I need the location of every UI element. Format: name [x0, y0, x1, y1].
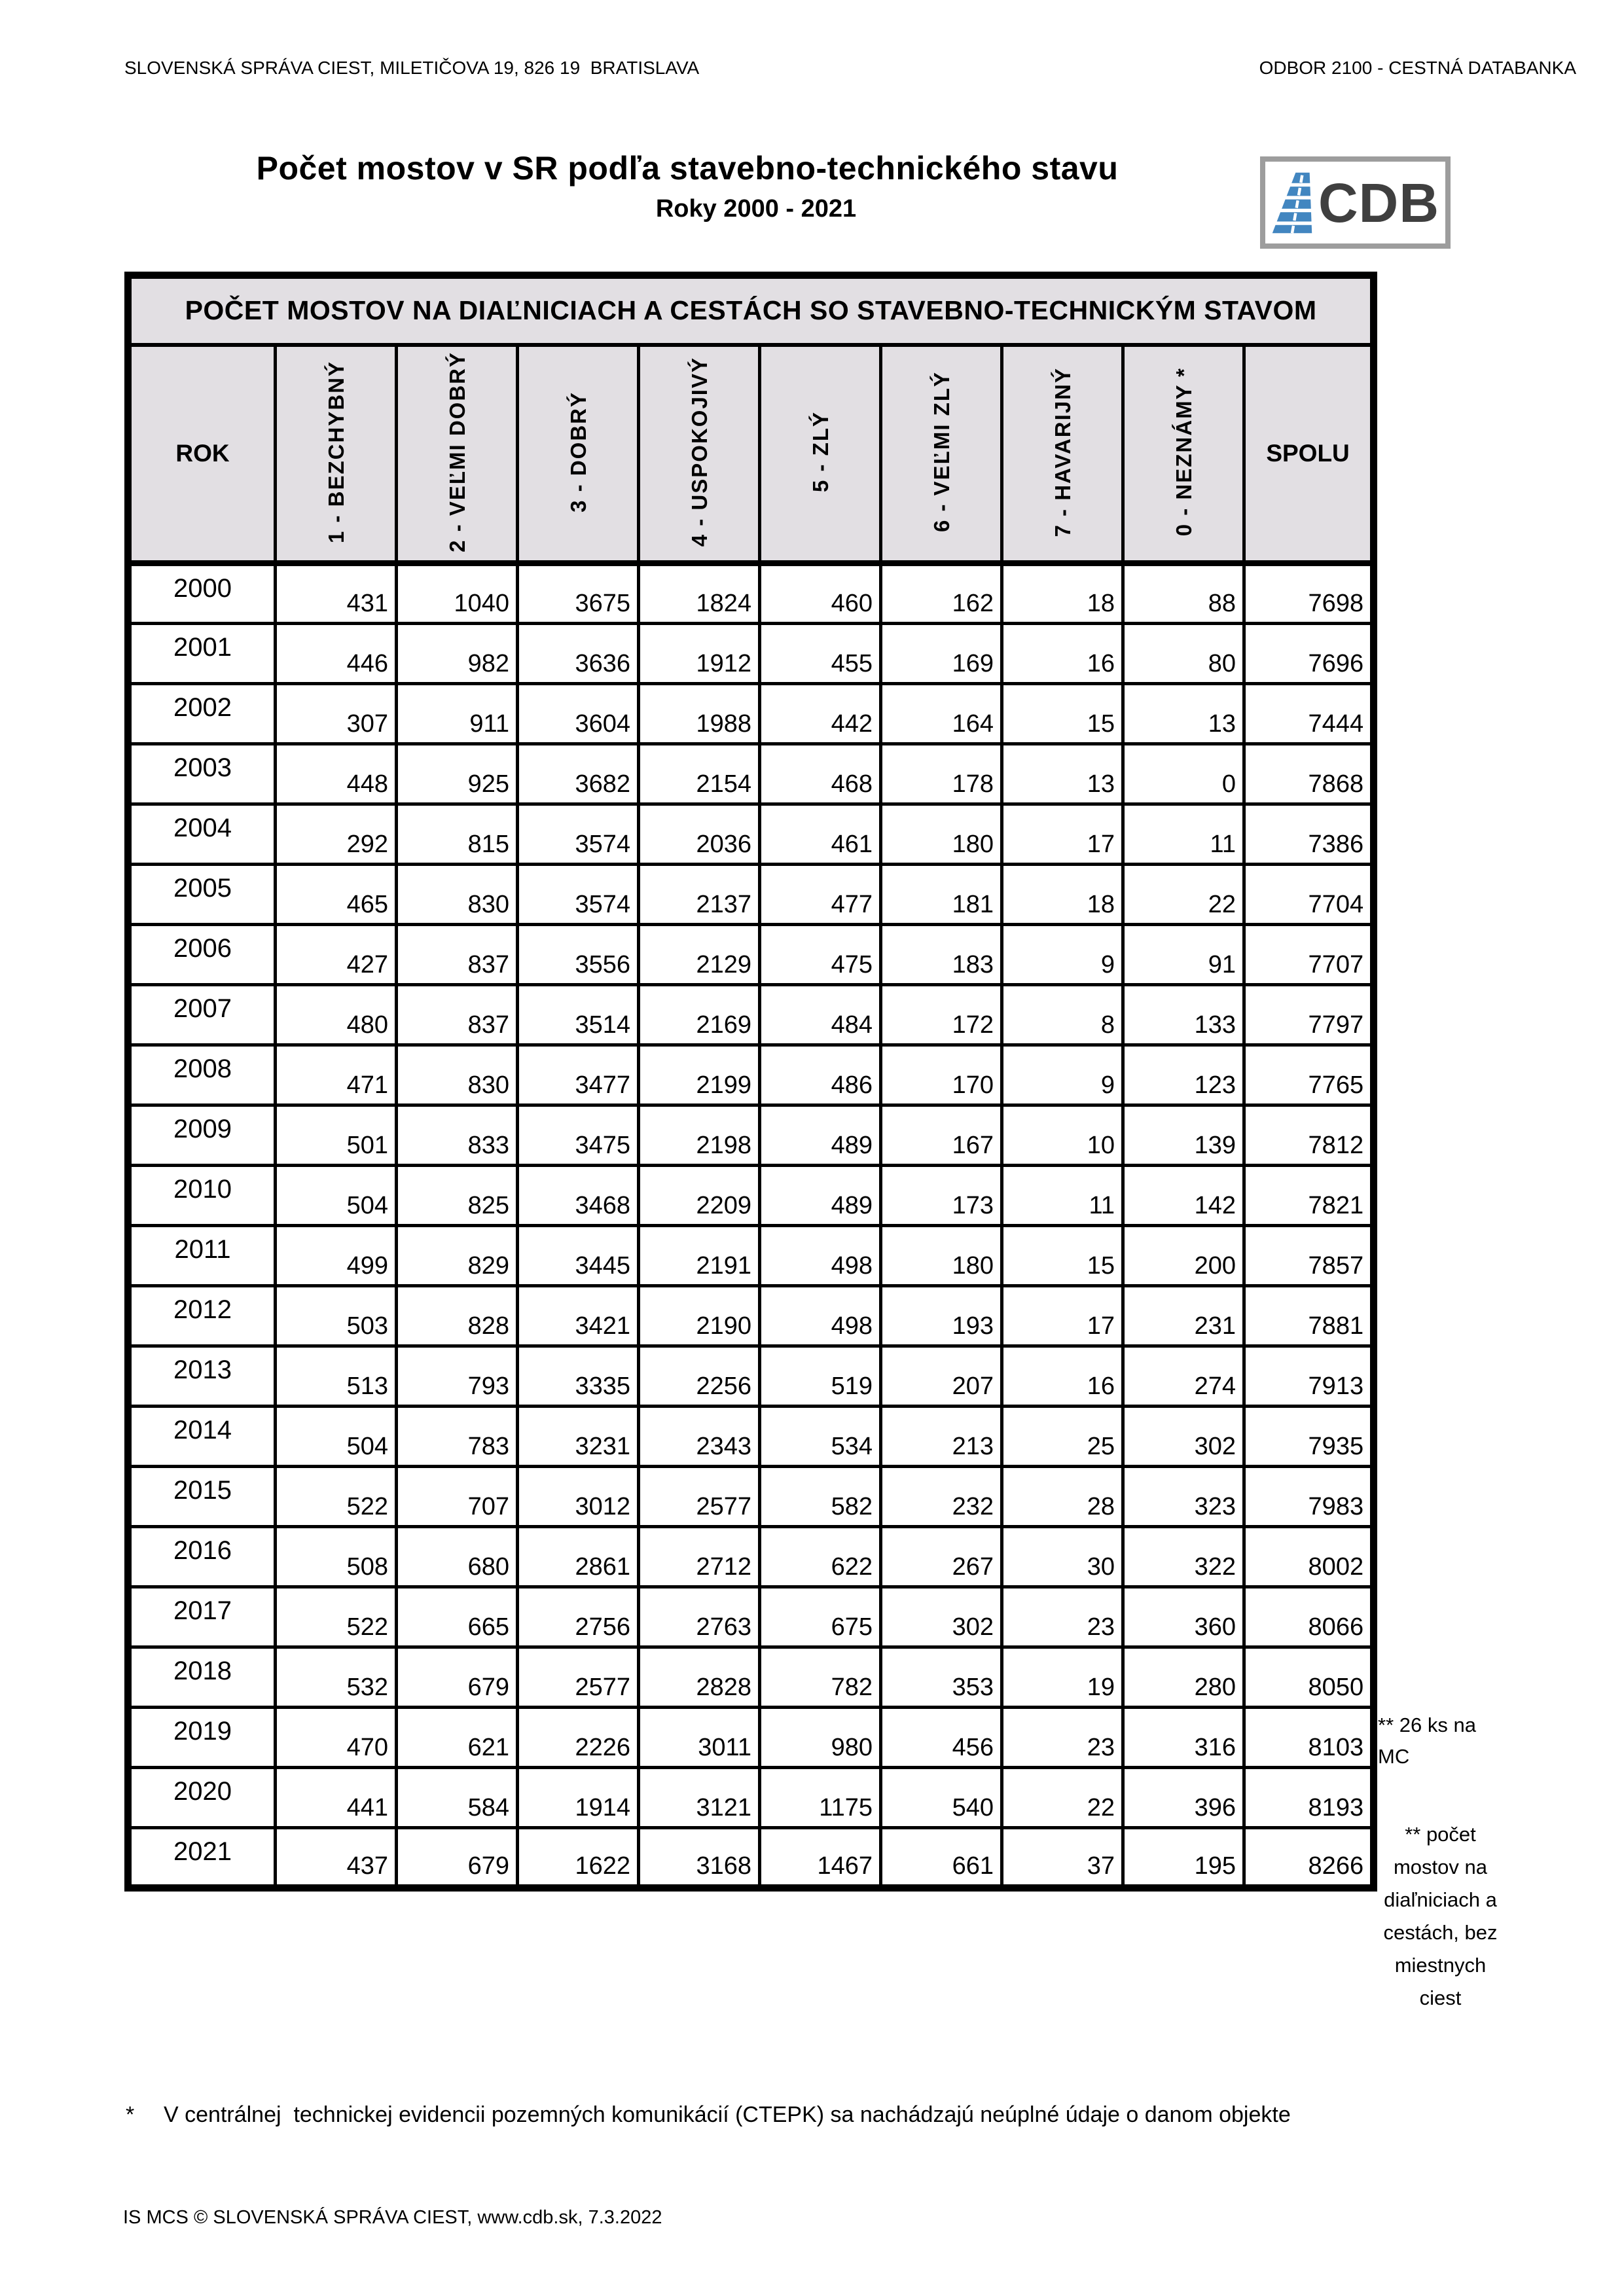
value-cell: 91 [1123, 925, 1244, 985]
value-cell: 2577 [639, 1467, 760, 1527]
value-cell: 982 [397, 624, 518, 684]
total-cell: 8266 [1244, 1828, 1374, 1888]
year-cell: 2017 [128, 1587, 276, 1647]
value-cell: 10 [1002, 1105, 1123, 1166]
value-cell: 455 [760, 624, 881, 684]
table-title: POČET MOSTOV NA DIAĽNICIACH A CESTÁCH SO STAVEBNO-TECHNICKÝM STAVOM [128, 276, 1374, 345]
year-cell: 2012 [128, 1286, 276, 1346]
value-cell: 828 [397, 1286, 518, 1346]
table-row-2004 [128, 804, 1374, 865]
value-cell: 323 [1123, 1467, 1244, 1527]
value-cell: 427 [276, 925, 397, 985]
value-cell: 180 [881, 1226, 1002, 1286]
value-cell: 470 [276, 1708, 397, 1768]
value-cell: 480 [276, 985, 397, 1045]
value-cell: 825 [397, 1166, 518, 1226]
value-cell: 484 [760, 985, 881, 1045]
bridges-table [124, 272, 1377, 1892]
value-cell: 3556 [518, 925, 639, 985]
value-cell: 675 [760, 1587, 881, 1647]
total-cell: 7386 [1244, 804, 1374, 865]
value-cell: 465 [276, 865, 397, 925]
column-header-label: 0 - NEZNÁMY * [1171, 367, 1196, 537]
year-cell: 2003 [128, 744, 276, 804]
year-cell: 2007 [128, 985, 276, 1045]
value-cell: 2756 [518, 1587, 639, 1647]
column-header-4 [639, 345, 760, 564]
table-row-2019 [128, 1708, 1374, 1768]
value-cell: 1467 [760, 1828, 881, 1888]
value-cell: 164 [881, 684, 1002, 744]
value-cell: 679 [397, 1647, 518, 1708]
total-cell: 8193 [1244, 1768, 1374, 1828]
value-cell: 1040 [397, 564, 518, 624]
value-cell: 2154 [639, 744, 760, 804]
year-cell: 2020 [128, 1768, 276, 1828]
value-cell: 782 [760, 1647, 881, 1708]
year-cell: 2015 [128, 1467, 276, 1527]
value-cell: 2226 [518, 1708, 639, 1768]
value-cell: 360 [1123, 1587, 1244, 1647]
value-cell: 2763 [639, 1587, 760, 1647]
column-header-7 [1002, 345, 1123, 564]
value-cell: 584 [397, 1768, 518, 1828]
value-cell: 532 [276, 1647, 397, 1708]
value-cell: 173 [881, 1166, 1002, 1226]
value-cell: 837 [397, 925, 518, 985]
cdb-logo [1260, 156, 1451, 249]
year-cell: 2019 [128, 1708, 276, 1768]
value-cell: 280 [1123, 1647, 1244, 1708]
table-row-2009 [128, 1105, 1374, 1166]
value-cell: 504 [276, 1407, 397, 1467]
value-cell: 19 [1002, 1647, 1123, 1708]
year-cell: 2021 [128, 1828, 276, 1888]
table-row-2000 [128, 564, 1374, 624]
value-cell: 232 [881, 1467, 1002, 1527]
value-cell: 1988 [639, 684, 760, 744]
year-cell: 2018 [128, 1647, 276, 1708]
value-cell: 461 [760, 804, 881, 865]
value-cell: 486 [760, 1045, 881, 1105]
value-cell: 1175 [760, 1768, 881, 1828]
value-cell: 195 [1123, 1828, 1244, 1888]
value-cell: 442 [760, 684, 881, 744]
total-cell: 7698 [1244, 564, 1374, 624]
value-cell: 9 [1002, 1045, 1123, 1105]
value-cell: 707 [397, 1467, 518, 1527]
total-cell: 7707 [1244, 925, 1374, 985]
value-cell: 621 [397, 1708, 518, 1768]
table-body [128, 564, 1374, 1888]
value-cell: 17 [1002, 804, 1123, 865]
value-cell: 231 [1123, 1286, 1244, 1346]
table-row-2013 [128, 1346, 1374, 1407]
column-header-rok: ROK [128, 345, 276, 564]
value-cell: 622 [760, 1527, 881, 1587]
value-cell: 460 [760, 564, 881, 624]
value-cell: 207 [881, 1346, 1002, 1407]
value-cell: 2169 [639, 985, 760, 1045]
total-cell: 7821 [1244, 1166, 1374, 1226]
value-cell: 3421 [518, 1286, 639, 1346]
value-cell: 431 [276, 564, 397, 624]
value-cell: 17 [1002, 1286, 1123, 1346]
page-header-left: SLOVENSKÁ SPRÁVA CIEST, MILETIČOVA 19, 826 19 BRATISLAVA [124, 58, 700, 78]
value-cell: 829 [397, 1226, 518, 1286]
column-header-label: 1 - BEZCHYBNÝ [323, 360, 348, 543]
value-cell: 504 [276, 1166, 397, 1226]
value-cell: 441 [276, 1768, 397, 1828]
year-cell: 2010 [128, 1166, 276, 1226]
total-cell: 7881 [1244, 1286, 1374, 1346]
total-cell: 7935 [1244, 1407, 1374, 1467]
value-cell: 3682 [518, 744, 639, 804]
value-cell: 1622 [518, 1828, 639, 1888]
value-cell: 167 [881, 1105, 1002, 1166]
value-cell: 307 [276, 684, 397, 744]
table-row-2011 [128, 1226, 1374, 1286]
value-cell: 2861 [518, 1527, 639, 1587]
value-cell: 501 [276, 1105, 397, 1166]
column-header-label: 4 - USPOKOJIVÝ [687, 357, 712, 547]
value-cell: 833 [397, 1105, 518, 1166]
value-cell: 661 [881, 1828, 1002, 1888]
total-cell: 7857 [1244, 1226, 1374, 1286]
table-title-row [128, 276, 1374, 345]
total-cell: 7704 [1244, 865, 1374, 925]
table-row-2015 [128, 1467, 1374, 1527]
total-cell: 7696 [1244, 624, 1374, 684]
value-cell: 499 [276, 1226, 397, 1286]
table-row-2014 [128, 1407, 1374, 1467]
value-cell: 302 [881, 1587, 1002, 1647]
column-header-2 [397, 345, 518, 564]
value-cell: 448 [276, 744, 397, 804]
year-cell: 2002 [128, 684, 276, 744]
value-cell: 2256 [639, 1346, 760, 1407]
column-header-8 [1123, 345, 1244, 564]
value-cell: 680 [397, 1527, 518, 1587]
value-cell: 88 [1123, 564, 1244, 624]
value-cell: 16 [1002, 624, 1123, 684]
column-header-5 [760, 345, 881, 564]
page-header-right: ODBOR 2100 - CESTNÁ DATABANKA [1259, 58, 1576, 78]
value-cell: 468 [760, 744, 881, 804]
year-cell: 2008 [128, 1045, 276, 1105]
total-cell: 7444 [1244, 684, 1374, 744]
year-cell: 2014 [128, 1407, 276, 1467]
value-cell: 180 [881, 804, 1002, 865]
value-cell: 200 [1123, 1226, 1244, 1286]
value-cell: 267 [881, 1527, 1002, 1587]
value-cell: 2137 [639, 865, 760, 925]
value-cell: 498 [760, 1226, 881, 1286]
year-cell: 2013 [128, 1346, 276, 1407]
total-cell: 7812 [1244, 1105, 1374, 1166]
total-cell: 7797 [1244, 985, 1374, 1045]
value-cell: 3468 [518, 1166, 639, 1226]
value-cell: 292 [276, 804, 397, 865]
page-footer: IS MCS © SLOVENSKÁ SPRÁVA CIEST, www.cdb.sk, 7.3.2022 [123, 2207, 662, 2228]
value-cell: 30 [1002, 1527, 1123, 1587]
table-row-2016 [128, 1527, 1374, 1587]
value-cell: 498 [760, 1286, 881, 1346]
value-cell: 679 [397, 1828, 518, 1888]
value-cell: 925 [397, 744, 518, 804]
value-cell: 11 [1002, 1166, 1123, 1226]
table-row-2008 [128, 1045, 1374, 1105]
value-cell: 489 [760, 1166, 881, 1226]
value-cell: 139 [1123, 1105, 1244, 1166]
value-cell: 3011 [639, 1708, 760, 1768]
value-cell: 830 [397, 1045, 518, 1105]
table-row-2020 [128, 1768, 1374, 1828]
value-cell: 181 [881, 865, 1002, 925]
value-cell: 80 [1123, 624, 1244, 684]
value-cell: 162 [881, 564, 1002, 624]
value-cell: 16 [1002, 1346, 1123, 1407]
value-cell: 475 [760, 925, 881, 985]
value-cell: 322 [1123, 1527, 1244, 1587]
value-cell: 3168 [639, 1828, 760, 1888]
value-cell: 2199 [639, 1045, 760, 1105]
value-cell: 3574 [518, 804, 639, 865]
value-cell: 3335 [518, 1346, 639, 1407]
value-cell: 9 [1002, 925, 1123, 985]
value-cell: 302 [1123, 1407, 1244, 1467]
value-cell: 3231 [518, 1407, 639, 1467]
value-cell: 503 [276, 1286, 397, 1346]
value-cell: 911 [397, 684, 518, 744]
value-cell: 123 [1123, 1045, 1244, 1105]
column-header-label: 2 - VEĽMI DOBRÝ [444, 351, 469, 552]
table-row-2005 [128, 865, 1374, 925]
value-cell: 13 [1123, 684, 1244, 744]
column-header-3 [518, 345, 639, 564]
total-cell: 8002 [1244, 1527, 1374, 1587]
total-cell: 7983 [1244, 1467, 1374, 1527]
value-cell: 508 [276, 1527, 397, 1587]
value-cell: 274 [1123, 1346, 1244, 1407]
cdb-logo-text: CDB [1318, 171, 1439, 234]
table-row-2017 [128, 1587, 1374, 1647]
table-row-2010 [128, 1166, 1374, 1226]
value-cell: 3675 [518, 564, 639, 624]
year-cell: 2006 [128, 925, 276, 985]
value-cell: 3445 [518, 1226, 639, 1286]
document-subtitle: Roky 2000 - 2021 [655, 195, 857, 223]
value-cell: 540 [881, 1768, 1002, 1828]
value-cell: 316 [1123, 1708, 1244, 1768]
side-note-mc: ** 26 ks na MC [1378, 1713, 1476, 1768]
column-header-label: 3 - DOBRÝ [566, 391, 590, 512]
value-cell: 1824 [639, 564, 760, 624]
value-cell: 3514 [518, 985, 639, 1045]
value-cell: 1912 [639, 624, 760, 684]
value-cell: 793 [397, 1346, 518, 1407]
value-cell: 783 [397, 1407, 518, 1467]
value-cell: 15 [1002, 684, 1123, 744]
table-row-2003 [128, 744, 1374, 804]
value-cell: 8 [1002, 985, 1123, 1045]
value-cell: 37 [1002, 1828, 1123, 1888]
value-cell: 133 [1123, 985, 1244, 1045]
value-cell: 25 [1002, 1407, 1123, 1467]
value-cell: 396 [1123, 1768, 1244, 1828]
value-cell: 3636 [518, 624, 639, 684]
value-cell: 3477 [518, 1045, 639, 1105]
column-header-spolu: SPOLU [1244, 345, 1374, 564]
value-cell: 2198 [639, 1105, 760, 1166]
year-cell: 2001 [128, 624, 276, 684]
value-cell: 3012 [518, 1467, 639, 1527]
value-cell: 513 [276, 1346, 397, 1407]
value-cell: 183 [881, 925, 1002, 985]
column-header-6 [881, 345, 1002, 564]
value-cell: 15 [1002, 1226, 1123, 1286]
value-cell: 2209 [639, 1166, 760, 1226]
value-cell: 169 [881, 624, 1002, 684]
value-cell: 980 [760, 1708, 881, 1768]
value-cell: 178 [881, 744, 1002, 804]
value-cell: 582 [760, 1467, 881, 1527]
table-row-2018 [128, 1647, 1374, 1708]
year-cell: 2000 [128, 564, 276, 624]
value-cell: 665 [397, 1587, 518, 1647]
value-cell: 170 [881, 1045, 1002, 1105]
table-row-2007 [128, 985, 1374, 1045]
value-cell: 837 [397, 985, 518, 1045]
value-cell: 522 [276, 1467, 397, 1527]
column-header-1 [276, 345, 397, 564]
value-cell: 477 [760, 865, 881, 925]
footnote-text: V centrálnej technickej evidencii pozemných komunikácií (CTEPK) sa nachádzajú neúplné údaje o danom objekte [164, 2102, 1291, 2127]
total-cell: 7765 [1244, 1045, 1374, 1105]
value-cell: 172 [881, 985, 1002, 1045]
total-cell: 8066 [1244, 1587, 1374, 1647]
value-cell: 2828 [639, 1647, 760, 1708]
value-cell: 815 [397, 804, 518, 865]
table-row-2001 [128, 624, 1374, 684]
value-cell: 2577 [518, 1647, 639, 1708]
total-cell: 8050 [1244, 1647, 1374, 1708]
value-cell: 1914 [518, 1768, 639, 1828]
column-header-label: 6 - VEĽMI ZLÝ [929, 371, 954, 533]
total-cell: 8103 [1244, 1708, 1374, 1768]
value-cell: 2036 [639, 804, 760, 865]
value-cell: 2343 [639, 1407, 760, 1467]
value-cell: 830 [397, 865, 518, 925]
value-cell: 446 [276, 624, 397, 684]
value-cell: 3121 [639, 1768, 760, 1828]
value-cell: 3574 [518, 865, 639, 925]
value-cell: 2712 [639, 1527, 760, 1587]
value-cell: 3475 [518, 1105, 639, 1166]
footnote [126, 2102, 1291, 2128]
value-cell: 213 [881, 1407, 1002, 1467]
value-cell: 18 [1002, 865, 1123, 925]
footnote-star: * [126, 2102, 135, 2127]
value-cell: 22 [1002, 1768, 1123, 1828]
value-cell: 28 [1002, 1467, 1123, 1527]
value-cell: 23 [1002, 1708, 1123, 1768]
table-row-2006 [128, 925, 1374, 985]
column-header-label: 5 - ZLÝ [808, 411, 833, 493]
value-cell: 519 [760, 1346, 881, 1407]
cdb-road-icon [1271, 170, 1313, 236]
value-cell: 3604 [518, 684, 639, 744]
value-cell: 2191 [639, 1226, 760, 1286]
value-cell: 13 [1002, 744, 1123, 804]
value-cell: 471 [276, 1045, 397, 1105]
table-row-2021 [128, 1828, 1374, 1888]
side-note-definition: ** počet mostov na diaľniciach a cestách, bez miestnych ciest [1383, 1823, 1498, 2009]
document-title: Počet mostov v SR podľa stavebno-technického stavu [256, 150, 1119, 187]
value-cell: 22 [1123, 865, 1244, 925]
value-cell: 18 [1002, 564, 1123, 624]
value-cell: 353 [881, 1647, 1002, 1708]
year-cell: 2016 [128, 1527, 276, 1587]
value-cell: 11 [1123, 804, 1244, 865]
year-cell: 2004 [128, 804, 276, 865]
year-cell: 2011 [128, 1226, 276, 1286]
value-cell: 142 [1123, 1166, 1244, 1226]
value-cell: 2190 [639, 1286, 760, 1346]
total-cell: 7868 [1244, 744, 1374, 804]
table-column-header-row [128, 345, 1374, 564]
year-cell: 2009 [128, 1105, 276, 1166]
table-row-2002 [128, 684, 1374, 744]
year-cell: 2005 [128, 865, 276, 925]
value-cell: 0 [1123, 744, 1244, 804]
value-cell: 489 [760, 1105, 881, 1166]
value-cell: 534 [760, 1407, 881, 1467]
table-row-2012 [128, 1286, 1374, 1346]
value-cell: 193 [881, 1286, 1002, 1346]
total-cell: 7913 [1244, 1346, 1374, 1407]
value-cell: 522 [276, 1587, 397, 1647]
value-cell: 437 [276, 1828, 397, 1888]
value-cell: 2129 [639, 925, 760, 985]
value-cell: 23 [1002, 1587, 1123, 1647]
value-cell: 456 [881, 1708, 1002, 1768]
column-header-label: 7 - HAVARIJNÝ [1050, 367, 1075, 537]
